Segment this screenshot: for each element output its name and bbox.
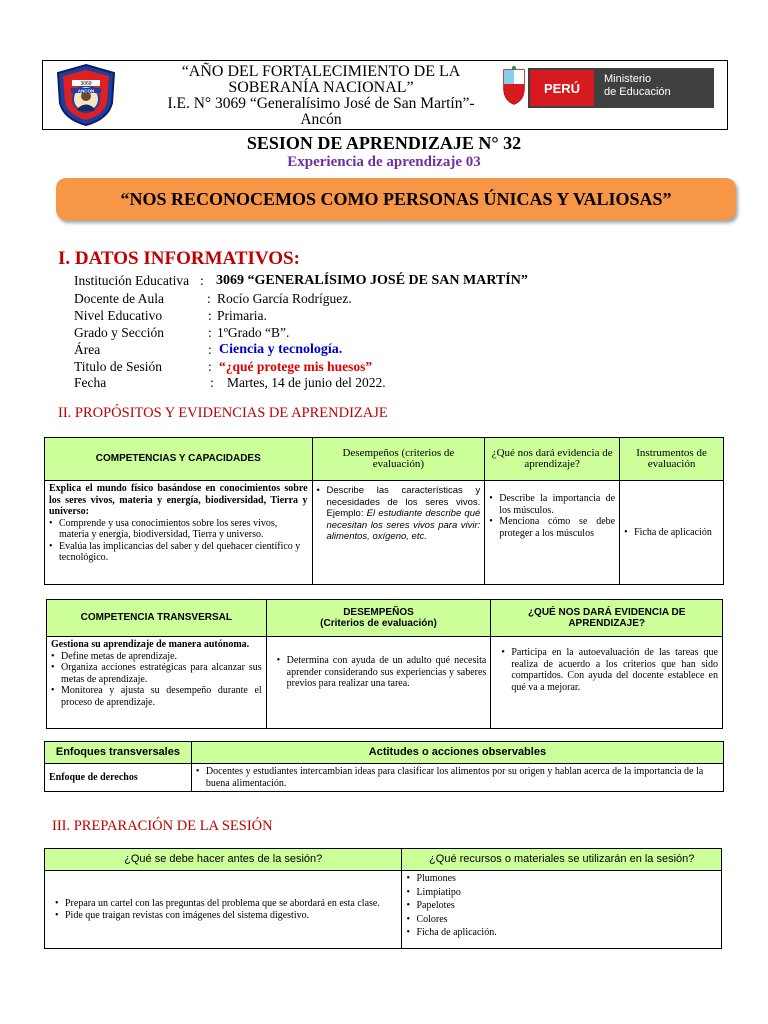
th-evidence: ¿Qué nos dará evidencia de aprendizaje? bbox=[485, 438, 620, 481]
school-line-1: I.E. N° 3069 “Generalísimo José de San Martín”- bbox=[167, 95, 475, 112]
session-title: SESION DE APRENDIZAJE N° 32 bbox=[246, 133, 522, 153]
section1-heading: I. DATOS INFORMATIVOS: bbox=[58, 248, 300, 269]
before-item: • Prepara un cartel con las preguntas del problema que se abordará en esta clase. bbox=[55, 898, 397, 910]
transversal-capacity: • Organiza acciones estratégicas para alcanzar sus metas de aprendizaje. bbox=[51, 662, 262, 685]
info-value-level: Primaria. bbox=[217, 308, 267, 323]
competence-text: Explica el mundo físico basándose en conocimientos sobre los seres vivos, materia y energía, biodiversidad, Tierra y universo: bbox=[49, 483, 308, 517]
ministry-line-2: de Educación bbox=[604, 86, 671, 98]
info-sep: : bbox=[208, 325, 212, 340]
instrument-item: • Ficha de aplicación bbox=[624, 527, 719, 539]
th-materials: ¿Qué recursos o materiales se utilizarán en la sesión? bbox=[402, 849, 722, 871]
before-item: • Pide que traigan revistas con imágenes del sistema digestivo. bbox=[55, 910, 397, 922]
th-transversal: COMPETENCIA TRANSVERSAL bbox=[47, 600, 267, 637]
info-sep: : bbox=[200, 273, 204, 288]
info-value-date: Martes, 14 de junio del 2022. bbox=[227, 375, 386, 390]
capacity-item: • Comprende y usa conocimientos sobre los seres vivos, materia y energía, biodiversidad, Tierra y universo. bbox=[49, 518, 308, 541]
ministry-line-1: Ministerio bbox=[604, 73, 652, 85]
th-approaches: Enfoques transversales bbox=[45, 742, 192, 764]
ministry-logo bbox=[500, 66, 716, 110]
transversal-evidence-cell bbox=[491, 637, 723, 729]
info-label: Área bbox=[74, 342, 101, 357]
materials-cell bbox=[402, 871, 722, 949]
evidence-item: • Describe la importancia de los músculos. bbox=[489, 493, 615, 516]
info-value-grade: 1ºGrado “B”. bbox=[217, 325, 290, 340]
transversal-performance-cell bbox=[266, 637, 491, 729]
action-item: • Docentes y estudiantes intercambian ideas para clasificar los alimentos por su origen y hablan acerca de la importancia de la buena alimentación. bbox=[196, 766, 719, 789]
transversal-competence: Gestiona su aprendizaje de manera autónoma. bbox=[51, 639, 250, 650]
transversal-evidence: • Participa en la autoevaluación de las tareas que realiza de acuerdo a los criterios que han sido compartidos. Con ayuda del docente establece en qué va a mejorar. bbox=[501, 647, 718, 693]
info-sep: : bbox=[208, 308, 212, 323]
transversal-table bbox=[46, 599, 723, 729]
transversal-competence-cell bbox=[47, 637, 267, 729]
session-banner: “NOS RECONOCEMOS COMO PERSONAS ÚNICAS Y VALIOSAS” bbox=[56, 178, 736, 220]
th-before: ¿Qué se debe hacer antes de la sesión? bbox=[45, 849, 402, 871]
example-label: Ejemplo: bbox=[326, 508, 364, 519]
peru-label: PERÚ bbox=[530, 70, 594, 106]
preparation-table bbox=[44, 848, 722, 949]
section2-heading: II. PROPÓSITOS Y EVIDENCIAS DE APRENDIZAJE bbox=[58, 405, 388, 421]
info-sep: : bbox=[208, 342, 212, 357]
competencies-table bbox=[44, 437, 724, 585]
peru-shield-icon bbox=[500, 66, 528, 106]
info-sep: : bbox=[208, 359, 212, 374]
info-label: Fecha bbox=[74, 375, 107, 390]
evidence-item: • Menciona cómo se debe proteger a los músculos bbox=[489, 516, 615, 539]
info-value-session-title: “¿qué protege mis huesos” bbox=[219, 359, 373, 374]
crest-text: ANCON bbox=[77, 88, 95, 94]
before-cell bbox=[45, 871, 402, 949]
actions-cell bbox=[191, 764, 723, 792]
performance-text: Describe las características y necesidades de los seres vivos. bbox=[326, 485, 481, 508]
info-label: Institución Educativa bbox=[74, 273, 190, 288]
material-item: • Colores bbox=[406, 913, 717, 927]
th-performance: Desempeños (criterios de evaluación) bbox=[312, 438, 485, 481]
info-label: Grado y Sección bbox=[74, 325, 164, 340]
info-value-institution: 3069 “GENERALÍSIMO JOSÉ DE SAN MARTÍN” bbox=[216, 273, 528, 288]
material-item: • Plumones bbox=[406, 872, 717, 886]
info-value-area: Ciencia y tecnología. bbox=[219, 342, 343, 357]
year-line-2: SOBERANÍA NACIONAL” bbox=[228, 79, 414, 96]
competence-cell bbox=[45, 481, 313, 585]
info-label: Nivel Educativo bbox=[74, 308, 163, 323]
th-instruments: Instrumentos de evaluación bbox=[620, 438, 724, 481]
info-label: Docente de Aula bbox=[74, 291, 164, 306]
info-value-teacher: Rocío García Rodríguez. bbox=[217, 291, 352, 306]
approach-cell: Enfoque de derechos bbox=[45, 764, 192, 792]
th-actions: Actitudes o acciones observables bbox=[191, 742, 723, 764]
material-item: • Ficha de aplicación. bbox=[406, 926, 717, 940]
experience-title: Experiencia de aprendizaje 03 bbox=[287, 154, 481, 170]
material-item: • Papelotes bbox=[406, 899, 717, 913]
transversal-capacity: • Monitorea y ajusta su desempeño durante el proceso de aprendizaje. bbox=[51, 685, 262, 708]
performance-item bbox=[317, 485, 481, 543]
th-transversal-evidence: ¿QUÉ NOS DARÁ EVIDENCIA DE APRENDIZAJE? bbox=[491, 600, 723, 637]
capacity-item: • Evalúa las implicancias del saber y del quehacer científico y tecnológico. bbox=[49, 541, 308, 564]
transversal-performance: • Determina con ayuda de un adulto qué necesita aprender considerando sus experiencias y saberes previos para realizar una tarea. bbox=[277, 655, 487, 690]
material-item: • Limpiatipo bbox=[406, 886, 717, 900]
performance-cell bbox=[312, 481, 485, 585]
example-text: El estudiante describe qué necesitan los seres vivos para vivir: alimentos, oxígeno, etc. bbox=[326, 508, 481, 542]
th-competencies: COMPETENCIAS Y CAPACIDADES bbox=[45, 438, 313, 481]
info-sep: : bbox=[210, 375, 214, 390]
school-line-2: Ancón bbox=[300, 111, 342, 128]
school-crest-icon bbox=[52, 63, 120, 127]
info-sep: : bbox=[207, 291, 211, 306]
ministry-text bbox=[604, 73, 671, 99]
crest-number: 3069 bbox=[80, 81, 92, 87]
info-label: Titulo de Sesión bbox=[74, 359, 163, 374]
approaches-table bbox=[44, 741, 724, 792]
year-line-1: “AÑO DEL FORTALECIMIENTO DE LA bbox=[181, 63, 461, 80]
header-text bbox=[148, 64, 494, 128]
instruments-cell bbox=[620, 481, 724, 585]
evidence-cell bbox=[485, 481, 620, 585]
transversal-capacity: • Define metas de aprendizaje. bbox=[51, 651, 262, 663]
th-transversal-performance: DESEMPEÑOS (Criterios de evaluación) bbox=[266, 600, 491, 637]
section3-heading: III. PREPARACIÓN DE LA SESIÓN bbox=[52, 818, 273, 834]
